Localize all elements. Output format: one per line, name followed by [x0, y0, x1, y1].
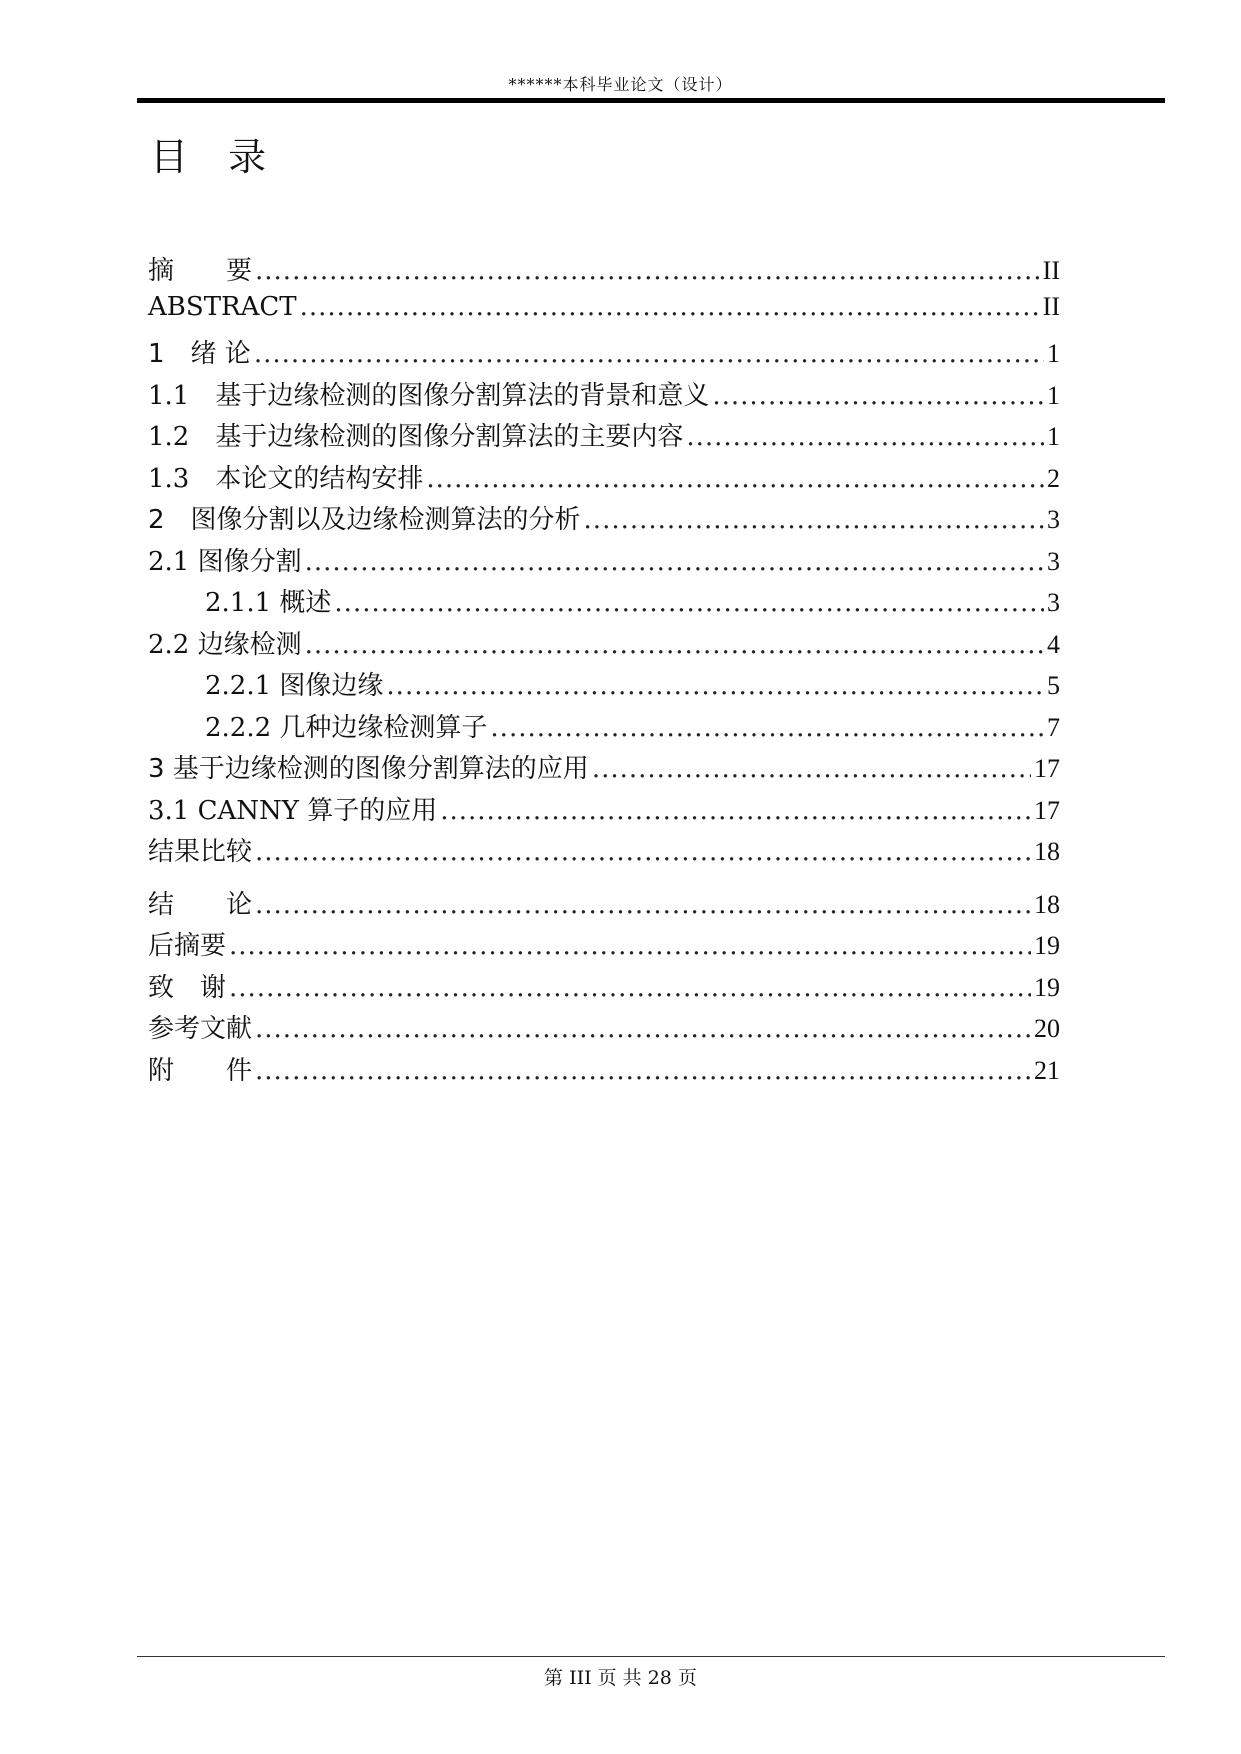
toc-entry-label: 摘 要	[148, 256, 253, 286]
toc-entry-label: 致 谢	[148, 972, 227, 1003]
toc-dot-leader	[229, 931, 1031, 961]
toc-dot-leader	[305, 630, 1044, 660]
toc-entry[interactable]	[148, 831, 1060, 873]
toc-entry[interactable]	[148, 458, 1060, 500]
table-of-contents	[148, 250, 1060, 1091]
toc-dot-leader	[255, 1014, 1031, 1044]
toc-entry[interactable]	[148, 1008, 1060, 1050]
toc-entry[interactable]	[148, 925, 1060, 967]
toc-entry[interactable]	[148, 333, 1060, 375]
toc-dot-leader	[386, 671, 1044, 701]
toc-dot-leader	[490, 713, 1044, 743]
page-number: 第 III 页 共 28 页	[544, 1667, 697, 1689]
toc-entry[interactable]	[148, 790, 1060, 832]
toc-entry-label: 结 论	[148, 889, 253, 920]
toc-entry-page: 5	[1047, 671, 1060, 700]
running-header: ******本科毕业论文（设计）	[508, 75, 733, 94]
toc-entry[interactable]	[148, 541, 1060, 583]
toc-entry-label: 后摘要	[148, 931, 227, 961]
toc-entry-page: 21	[1034, 1055, 1060, 1085]
toc-entry[interactable]	[148, 499, 1060, 541]
toc-dot-leader	[255, 256, 1040, 286]
toc-dot-leader	[440, 796, 1031, 826]
toc-entry-page: 19	[1034, 972, 1060, 1002]
toc-entry-page: 20	[1034, 1014, 1060, 1043]
toc-entry-page: 17	[1034, 754, 1060, 783]
page-title: 目 录	[150, 135, 281, 179]
toc-entry-label: 2.1 图像分割	[148, 546, 302, 577]
toc-entry[interactable]	[148, 375, 1060, 417]
toc-entry[interactable]	[148, 292, 1060, 334]
toc-dot-leader	[305, 547, 1044, 577]
toc-entry-label: 3.1 CANNY 算子的应用	[148, 795, 438, 826]
toc-dot-leader	[229, 973, 1031, 1003]
toc-entry-label: 2.2.1 图像边缘	[205, 671, 384, 701]
toc-entry-page: II	[1042, 291, 1060, 321]
toc-entry-label: 结果比较	[148, 837, 253, 867]
toc-entry-label: 1.1 基于边缘检测的图像分割算法的背景和意义	[148, 380, 710, 411]
toc-dot-leader	[712, 381, 1044, 411]
toc-entry[interactable]	[148, 1050, 1060, 1092]
toc-dot-leader	[584, 505, 1044, 535]
toc-entry-page: 18	[1034, 837, 1060, 866]
toc-dot-leader	[255, 1056, 1031, 1086]
toc-dot-leader	[686, 422, 1044, 452]
toc-entry[interactable]	[148, 707, 1060, 749]
toc-dot-leader	[255, 837, 1031, 867]
toc-entry-page: 1	[1047, 339, 1060, 368]
toc-dot-leader	[255, 890, 1031, 920]
toc-dot-leader	[254, 339, 1044, 369]
toc-entry-label: 2 图像分割以及边缘检测算法的分析	[148, 505, 581, 535]
toc-entry-page: 3	[1047, 588, 1060, 617]
toc-entry[interactable]	[148, 967, 1060, 1009]
toc-entry-label: 2.2.2 几种边缘检测算子	[205, 712, 488, 743]
toc-entry[interactable]	[148, 250, 1060, 292]
toc-dot-leader	[592, 754, 1031, 784]
footer-rule	[137, 1656, 1165, 1657]
toc-entry-page: 17	[1034, 795, 1060, 825]
toc-entry-label: 参考文献	[148, 1014, 253, 1044]
toc-dot-leader	[300, 292, 1040, 322]
toc-entry-label: 2.1.1 概述	[205, 588, 332, 618]
toc-entry-label: 1.2 基于边缘检测的图像分割算法的主要内容	[148, 422, 684, 452]
toc-entry-label: 2.2 边缘检测	[148, 629, 302, 660]
toc-entry-page: 7	[1047, 712, 1060, 742]
toc-entry[interactable]	[148, 665, 1060, 707]
toc-dot-leader	[334, 588, 1044, 618]
toc-entry-page: 1	[1047, 422, 1060, 451]
toc-entry[interactable]	[148, 416, 1060, 458]
toc-entry-page: 18	[1034, 889, 1060, 919]
toc-entry-page: 3	[1047, 505, 1060, 534]
toc-entry[interactable]	[148, 582, 1060, 624]
toc-entry-page: 2	[1047, 463, 1060, 493]
toc-entry-page: II	[1042, 256, 1060, 285]
toc-entry-page: 1	[1047, 380, 1060, 410]
toc-entry[interactable]	[148, 624, 1060, 666]
toc-entry-label: 3 基于边缘检测的图像分割算法的应用	[148, 754, 589, 784]
toc-entry-label: 附 件	[148, 1055, 253, 1086]
toc-entry-page: 4	[1047, 629, 1060, 659]
header-rule	[137, 98, 1165, 103]
toc-entry-label: ABSTRACT	[148, 291, 297, 322]
toc-dot-leader	[426, 464, 1044, 494]
toc-entry-label: 1 绪 论	[148, 339, 251, 369]
toc-entry[interactable]	[148, 748, 1060, 790]
toc-entry-page: 3	[1047, 546, 1060, 576]
toc-entry[interactable]	[148, 884, 1060, 926]
toc-entry-page: 19	[1034, 931, 1060, 960]
toc-entry-label: 1.3 本论文的结构安排	[148, 463, 424, 494]
